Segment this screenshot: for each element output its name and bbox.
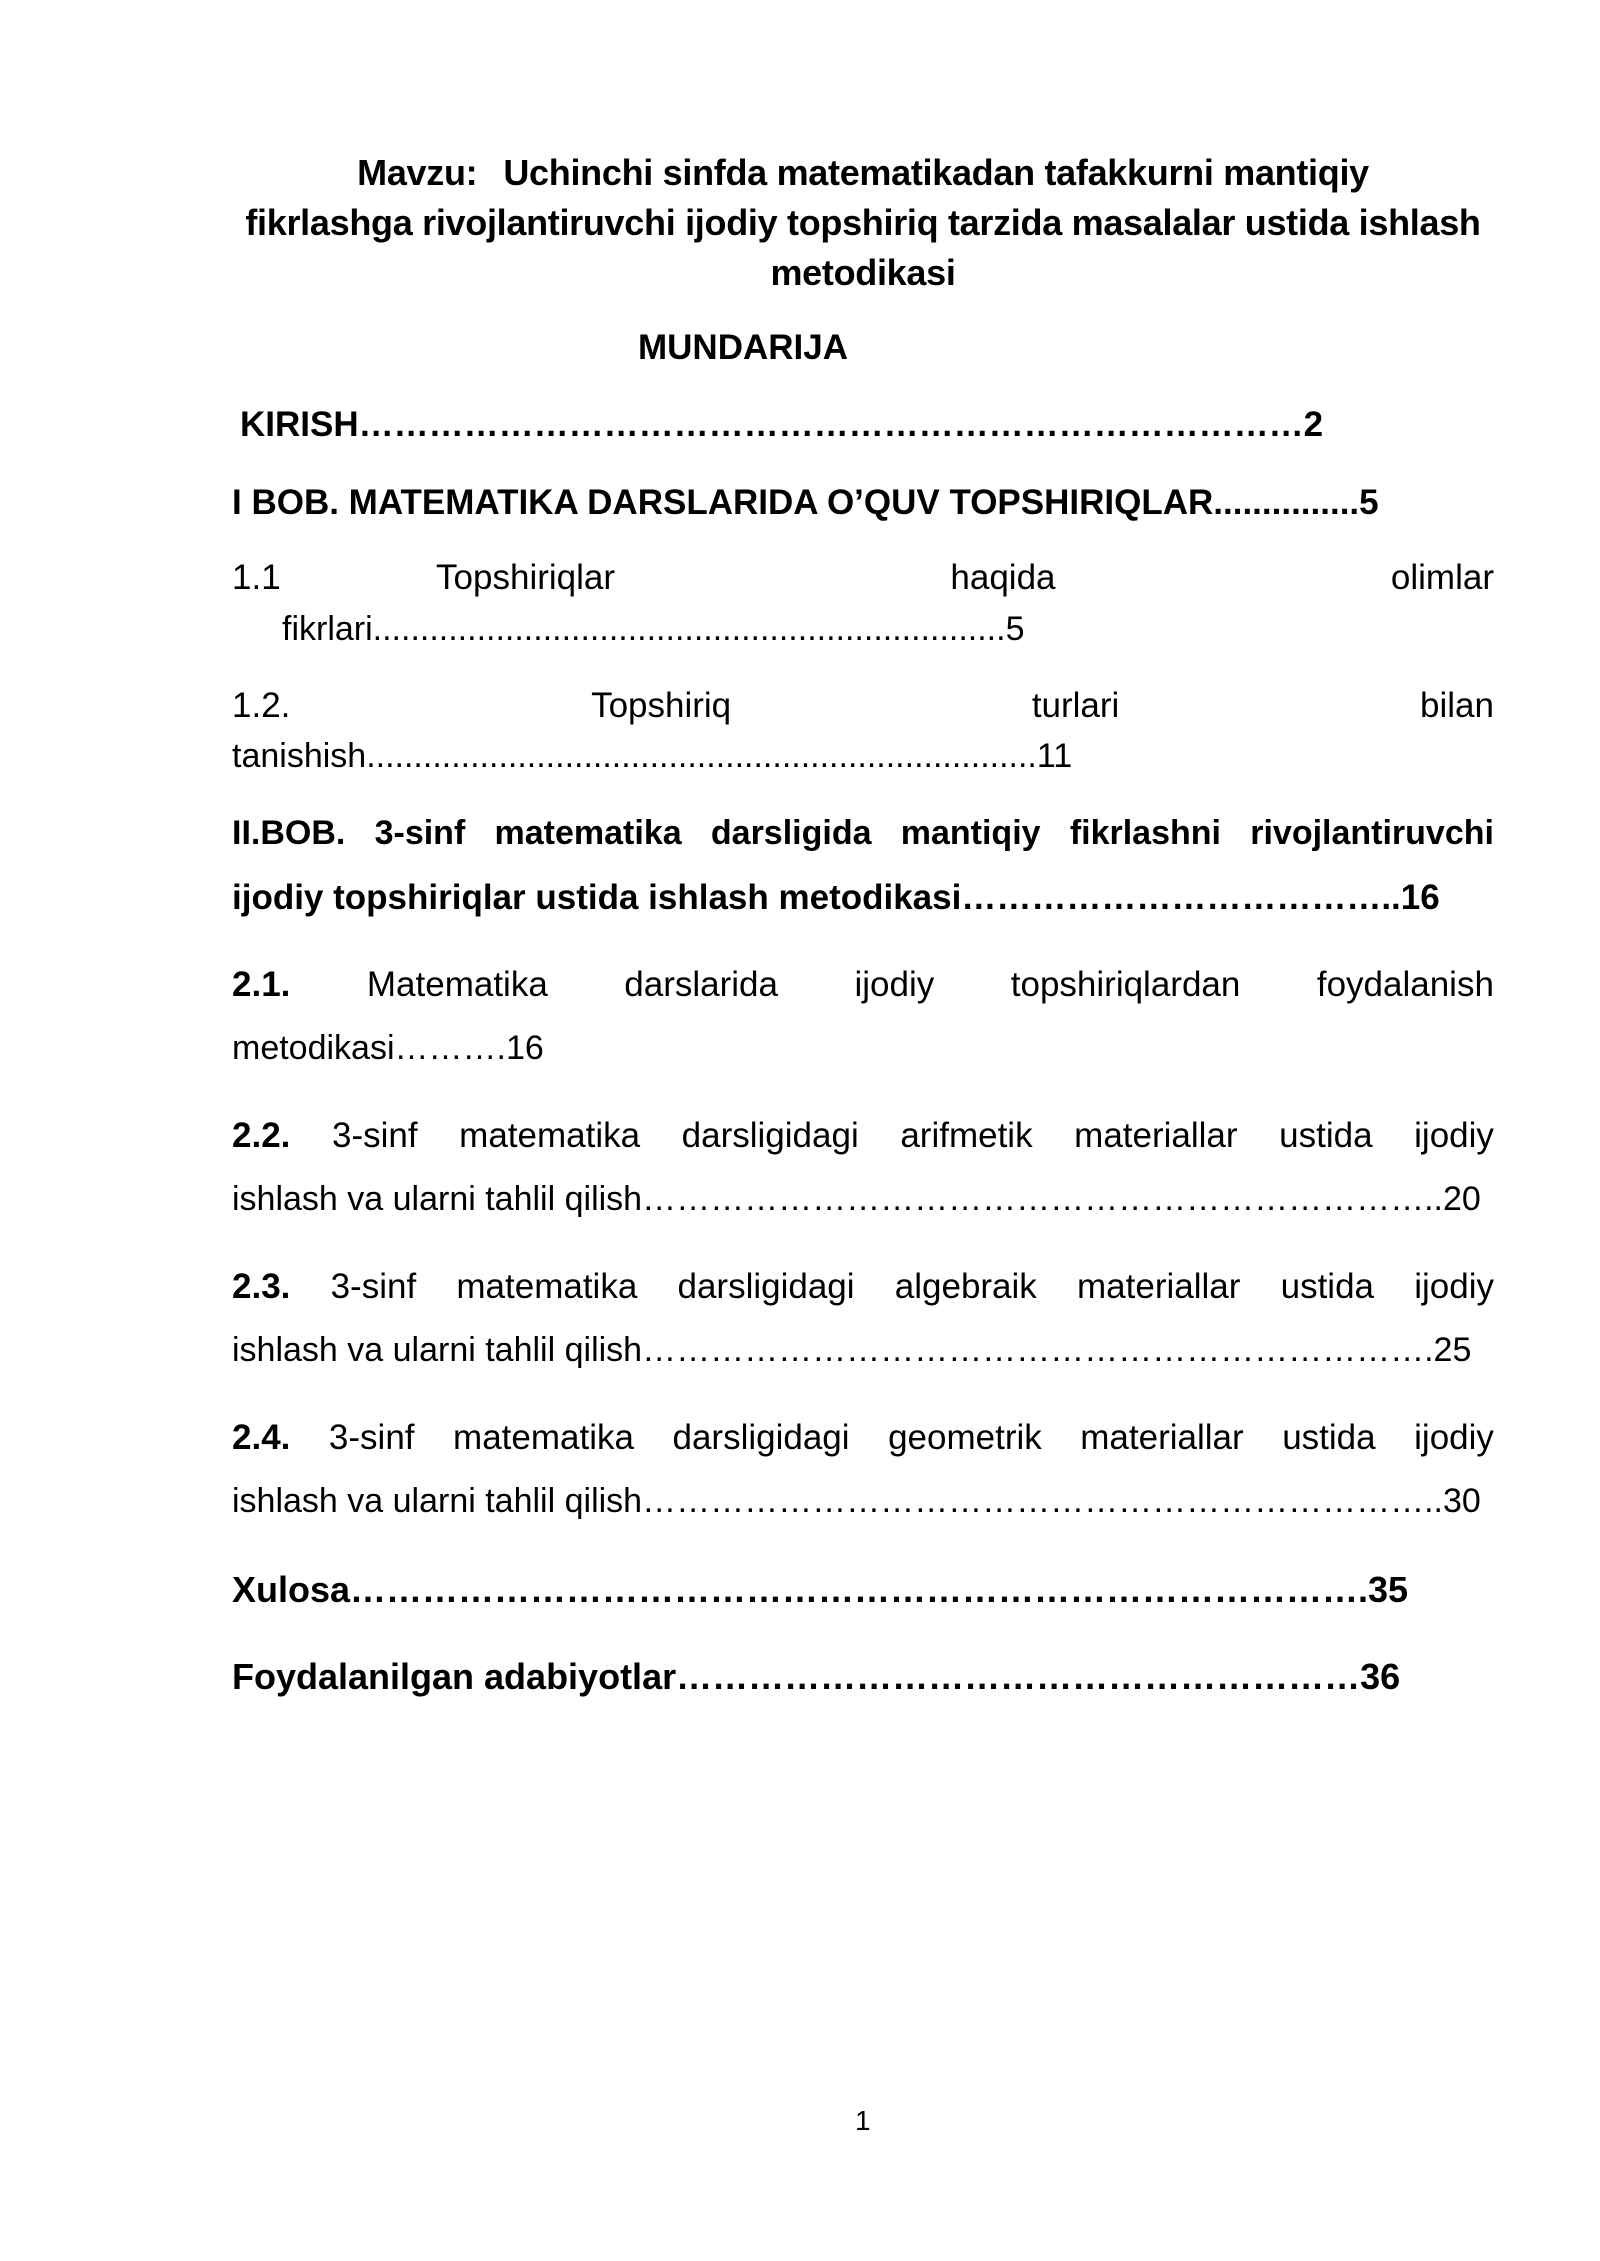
- toc-word: turlari: [1031, 686, 1120, 725]
- toc-entry-xulosa: Xulosa………………………………………………………………………….35: [232, 1569, 1409, 1610]
- toc-word: darsligidagi: [672, 1418, 850, 1457]
- toc-word: 3-sinf: [330, 1267, 417, 1306]
- toc-word: topshiriqlardan: [1010, 965, 1241, 1004]
- toc-word: matematika: [456, 1267, 638, 1306]
- toc-entry-2-3: [232, 1267, 1494, 1307]
- toc-entry-2-4-cont: ishlash va ularni tahlil qilish……………………………………………………………..30: [232, 1482, 1481, 1520]
- page-number: 1: [855, 2105, 871, 2136]
- title-text-1: Uchinchi sinfda matematikadan tafakkurni mantiqiy: [503, 152, 1369, 193]
- toc-entry-2-2: [232, 1116, 1494, 1156]
- toc-word: mantiqiy: [900, 814, 1041, 852]
- toc-word: ustida: [1279, 1116, 1373, 1155]
- toc-entry-1-2-cont: tanishish.......................................................................11: [232, 737, 1073, 775]
- toc-entry-1-1-cont: fikrlari...................................................................5: [282, 610, 1025, 648]
- toc-number: 2.2.: [232, 1116, 291, 1155]
- toc-word: haqida: [950, 558, 1056, 597]
- toc-entry-2-3-cont: ishlash va ularni tahlil qilish…………………………………………………………….25: [232, 1331, 1472, 1369]
- toc-word: Topshiriqlar: [436, 558, 616, 597]
- toc-entry-2-1: [232, 965, 1494, 1005]
- toc-number: 2.4.: [232, 1418, 291, 1457]
- toc-word: materiallar: [1077, 1267, 1241, 1306]
- toc-word: ustida: [1280, 1267, 1375, 1306]
- toc-word: ijodiy: [1414, 1267, 1494, 1306]
- toc-word: rivojlantiruvchi: [1250, 814, 1494, 852]
- toc-word: ijodiy: [854, 965, 935, 1004]
- toc-word: matematika: [459, 1116, 641, 1155]
- toc-word: 3-sinf: [374, 814, 466, 852]
- toc-word: darsligidagi: [677, 1267, 855, 1306]
- toc-word: 3-sinf: [331, 1116, 418, 1155]
- toc-entry-kirish: KIRISH………………………………………………………………………2: [240, 405, 1324, 444]
- toc-word: bilan: [1420, 686, 1494, 725]
- toc-word: ijodiy: [1414, 1116, 1494, 1155]
- toc-word: foydalanish: [1316, 965, 1494, 1004]
- toc-number: 2.3.: [232, 1267, 291, 1306]
- toc-entry-bob-2-cont: ijodiy topshiriqlar ustida ishlash metodikasi………………………………..16: [232, 878, 1440, 917]
- toc-heading: MUNDARIJA: [638, 328, 848, 367]
- toc-entry-1-2: [232, 686, 1494, 726]
- toc-entry-bob-1: I BOB. MATEMATIKA DARSLARIDA O’QUV TOPSHIRIQLAR...............5: [232, 483, 1379, 522]
- title-line-2: fikrlashga rivojlantiruvchi ijodiy topshiriq tarzida masalalar ustida ishlash: [245, 202, 1481, 243]
- toc-number: 2.1.: [232, 965, 291, 1004]
- toc-word: Topshiriq: [591, 686, 732, 725]
- title-line-3: metodikasi: [770, 252, 956, 293]
- toc-word: fikrlashni: [1069, 814, 1221, 852]
- toc-word: darslarida: [624, 965, 778, 1004]
- toc-entry-adabiyotlar: Foydalanilgan adabiyotlar…………………………………………………36: [232, 1656, 1401, 1697]
- toc-entry-2-2-cont: ishlash va ularni tahlil qilish……………………………………………………………..20: [232, 1180, 1481, 1218]
- toc-word: olimlar: [1390, 558, 1494, 597]
- topic-label: Mavzu:: [357, 152, 478, 193]
- toc-word: Matematika: [366, 965, 548, 1004]
- toc-word: ustida: [1282, 1418, 1376, 1457]
- toc-entry-1-1: [232, 558, 1494, 598]
- toc-word: darsligida: [710, 814, 872, 852]
- toc-word: geometrik: [888, 1418, 1042, 1457]
- toc-word: materiallar: [1080, 1418, 1244, 1457]
- toc-word: 1.1: [232, 558, 281, 597]
- toc-entry-bob-2: [232, 814, 1494, 853]
- toc-word: matematika: [494, 814, 682, 852]
- toc-word: 3-sinf: [328, 1418, 415, 1457]
- toc-word: arifmetik: [900, 1116, 1033, 1155]
- toc-word: matematika: [453, 1418, 634, 1457]
- toc-word: algebraik: [894, 1267, 1037, 1306]
- toc-word: II.BOB.: [232, 814, 346, 852]
- toc-word: darsligidagi: [681, 1116, 859, 1155]
- title-line-1: [232, 148, 1494, 198]
- toc-word: materiallar: [1074, 1116, 1238, 1155]
- toc-word: 1.2.: [232, 686, 291, 725]
- topic-title: [232, 148, 1494, 298]
- toc-entry-2-1-cont: metodikasi……….16: [232, 1029, 544, 1067]
- toc-entry-2-4: [232, 1418, 1494, 1458]
- toc-word: ijodiy: [1414, 1418, 1494, 1457]
